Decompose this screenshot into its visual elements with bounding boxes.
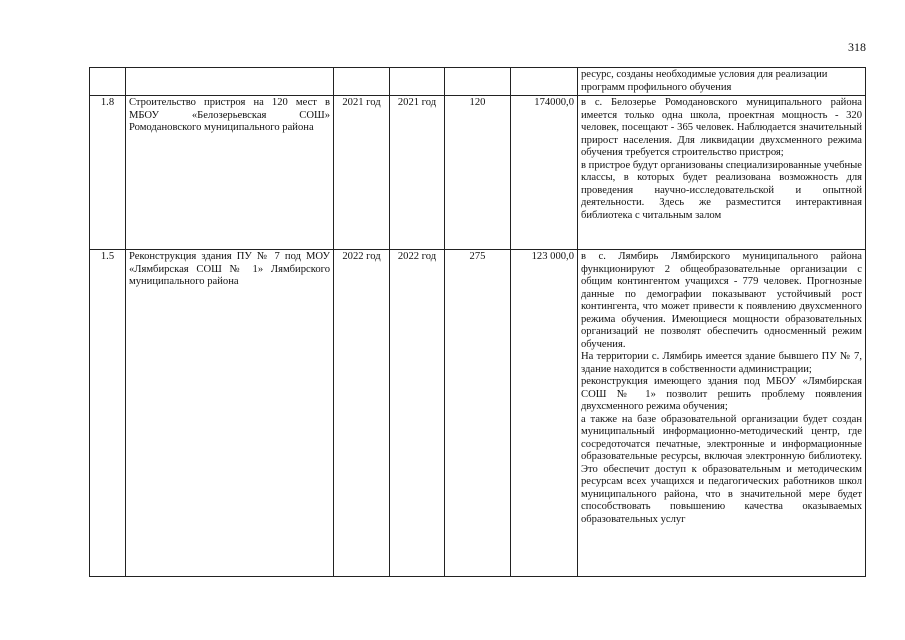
capacity <box>445 68 511 96</box>
justification-paragraph: реконструкция имеющего здания под МБОУ «Лямбирская СОШ № 1» позволит решить проблему появления двухсменного режима обучения; <box>581 376 862 412</box>
row-number <box>90 68 126 96</box>
justification <box>578 250 866 577</box>
table-row <box>90 250 866 577</box>
year-end <box>390 68 445 96</box>
projects-table <box>89 67 866 577</box>
table-row <box>90 68 866 96</box>
project-name <box>126 68 334 96</box>
row-number: 1.8 <box>90 96 126 250</box>
justification-paragraph: ресурс, созданы необходимые условия для реализации программ профильного обучения <box>581 69 828 93</box>
project-name: Строительство пристроя на 120 мест в МБОУ «Белозерьевская СОШ» Ромодановского муниципального района <box>126 96 334 250</box>
justification-paragraph: а также на базе образовательной организации будет создан муниципальный информационно-методический центр, где сосредоточатся печатные, электронные и информационные образовательные ресурсы, включая электронную библиотеку. Это обеспечит доступ к образовательным и методическим ресурсам всех учащихся и педагогических работников школ муниципального района, что в значительной мере будет способствовать повышению качества оказываемых образовательных услуг <box>581 413 862 525</box>
capacity: 120 <box>445 96 511 250</box>
cost <box>511 68 578 96</box>
justification <box>578 96 866 250</box>
capacity: 275 <box>445 250 511 577</box>
justification-paragraph: в пристрое будут организованы специализированные учебные классы, в которых будет реализована возможность для проведения научно-исследовательской и опытной деятельности. Здесь же разместится интерактивная библиотека с читальным залом <box>581 159 862 221</box>
justification-paragraph: в с. Белозерье Ромодановского муниципального района имеется только одна школа, проектная мощность - 320 человек, посещают - 365 человек. Наблюдается значительный прирост населения. Для ликвидации двухсменного режима обучения требуется строительство пристроя; <box>581 97 862 158</box>
year-start <box>334 68 390 96</box>
year-end: 2021 год <box>390 96 445 250</box>
row-number: 1.5 <box>90 250 126 577</box>
project-name: Реконструкция здания ПУ № 7 под МОУ «Лямбирская СОШ № 1» Лямбирского муниципального района <box>126 250 334 577</box>
page-number: 318 <box>848 40 866 54</box>
cost: 123 000,0 <box>511 250 578 577</box>
justification-paragraph: На территории с. Лямбирь имеется здание бывшего ПУ № 7, здание находится в собственности администрации; <box>581 351 862 375</box>
year-start: 2022 год <box>334 250 390 577</box>
justification-paragraph: в с. Лямбирь Лямбирского муниципального района функционируют 2 общеобразовательные организации с общим контингентом учащихся - 779 человек. Прогнозные данные по демографии показывают устойчивый рост контингента, что может привести к появлению двухсменного режима обучения. Имеющиеся мощности образовательных организаций не позволят обеспечить односменный режим обучения. <box>581 251 862 350</box>
year-start: 2021 год <box>334 96 390 250</box>
cost: 174000,0 <box>511 96 578 250</box>
justification <box>578 68 866 96</box>
year-end: 2022 год <box>390 250 445 577</box>
table-row <box>90 96 866 250</box>
